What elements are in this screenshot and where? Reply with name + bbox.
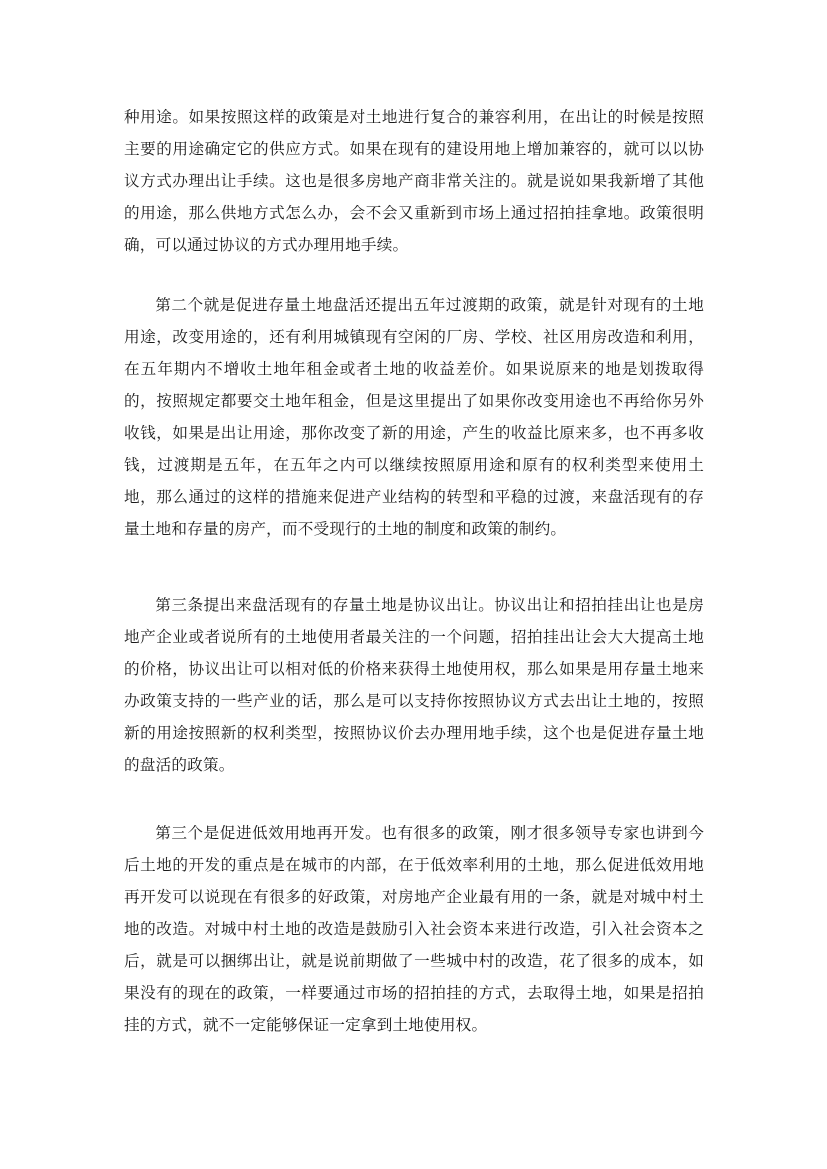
paragraph-2 (124, 289, 704, 545)
paragraph-3 (124, 589, 704, 781)
paragraph-2-text: 第二个就是促进存量土地盘活还提出五年过渡期的政策，就是针对现有的土地用途，改变用途的，还有利用城镇现有空闲的厂房、学校、社区用房改造和利用，在五年期内不增收土地年租金或者土地的收益差价。如果说原来的地是划拨取得的，按照规定都要交土地年租金，但是这里提出了如果你改变用途也不再给你另外收钱，如果是出让用途，那你改变了新的用途，产生的收益比原来多，也不再多收钱，过渡期是五年，在五年之内可以继续按照原用途和原有的权利类型来使用土地，那么通过的这样的措施来促进产业结构的转型和平稳的过渡，来盘活现有的存量土地和存量的房产，而不受现行的土地的制度和政策的制约。 (124, 296, 704, 538)
paragraph-4-text: 第三个是促进低效用地再开发。也有很多的政策，刚才很多领导专家也讲到今后土地的开发的重点是在城市的内部，在于低效率利用的土地，那么促进低效用地再开发可以说现在有很多的好政策，对房地产企业最有用的一条，就是对城中村土地的改造。对城中村土地的改造是鼓励引入社会资本来进行改造，引入社会资本之后，就是可以捆绑出让，就是说前期做了一些城中村的改造，花了很多的成本，如果没有的现在的政策，一样要通过市场的招拍挂的方式，去取得土地，如果是招拍挂的方式，就不一定能够保证一定拿到土地使用权。 (124, 824, 704, 1034)
paragraph-3-text: 第三条提出来盘活现有的存量土地是协议出让。协议出让和招拍挂出让也是房地产企业或者说所有的土地使用者最关注的一个问题，招拍挂出让会大大提高土地的价格，协议出让可以相对低的价格来获得土地使用权，那么如果是用存量土地来办政策支持的一些产业的话，那么是可以支持你按照协议方式去出让土地的，按照新的用途按照新的权利类型，按照协议价去办理用地手续，这个也是促进存量土地的盘活的政策。 (124, 596, 704, 774)
paragraph-1 (124, 101, 704, 261)
paragraph-1-text: 种用途。如果按照这样的政策是对土地进行复合的兼容利用，在出让的时候是按照主要的用途确定它的供应方式。如果在现有的建设用地上增加兼容的，就可以以协议方式办理出让手续。这也是很多房地产商非常关注的。就是说如果我新增了其他的用途，那么供地方式怎么办，会不会又重新到市场上通过招拍挂拿地。政策很明确，可以通过协议的方式办理用地手续。 (124, 108, 704, 254)
paragraph-4 (124, 817, 704, 1041)
